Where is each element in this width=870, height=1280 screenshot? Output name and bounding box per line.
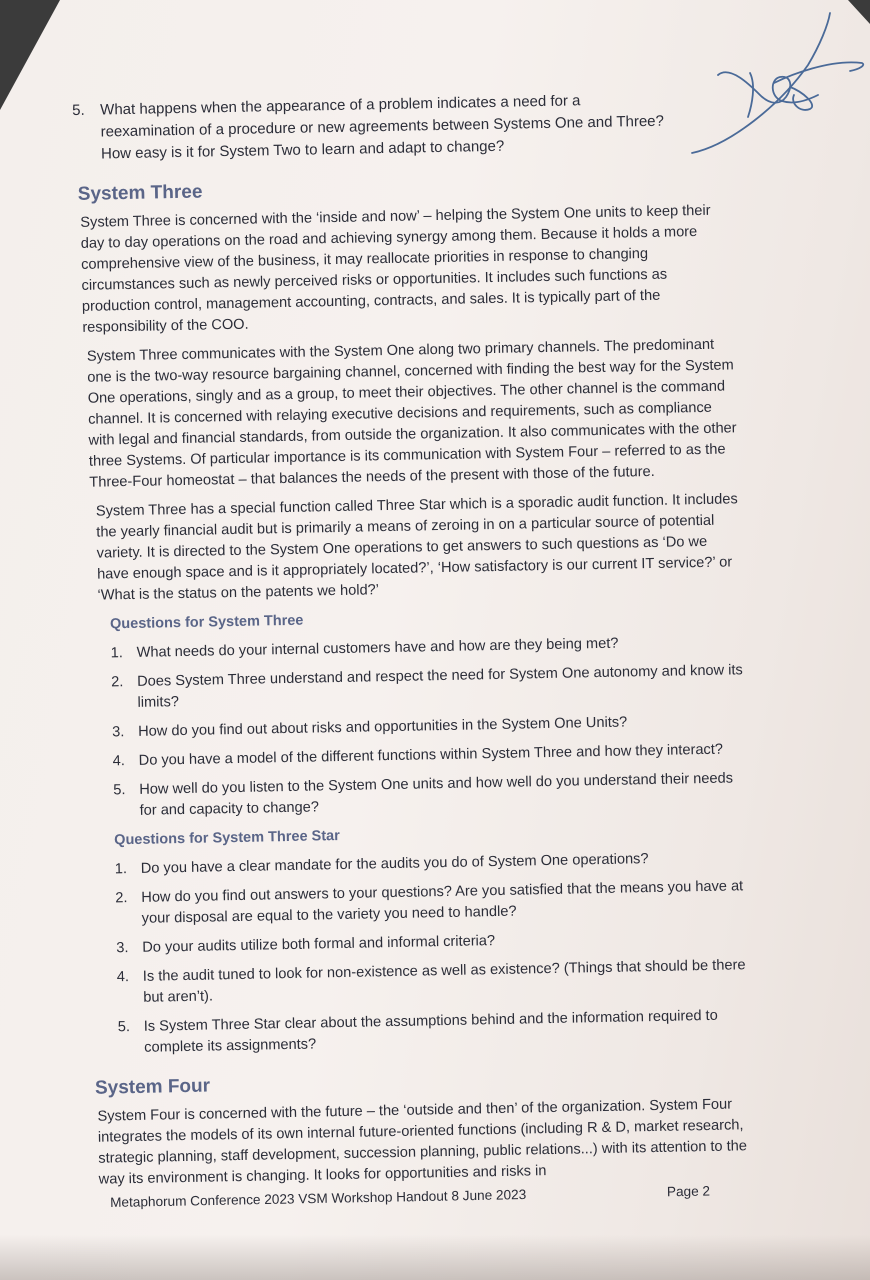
- list-item: [82, 631, 742, 665]
- list-text: How well do you listen to the System One units and how well do you understand their needs for and capacity to change?: [139, 770, 734, 819]
- list-text: What needs do your internal customers have and how are they being met?: [136, 635, 619, 661]
- question-number: 5.: [72, 101, 85, 119]
- list-number: 5.: [113, 782, 126, 799]
- list-text: Is System Three Star clear about the assumptions behind and the information required to complete its assignments?: [143, 1007, 718, 1056]
- paragraph: System Three has a special function called Three Star which is a sporadic audit function. It includes the yearly financial audit but is primarily a means of zeroing in on a particular source of potential variety. It is directed to the System One operations to get answers to such questions as ‘Do we have enough space and is it appropriately located?’, ‘How satisfactory is our current IT service?’ or ‘What is the status on the patents we hold?’: [95, 491, 738, 604]
- footer-text: Metaphorum Conference 2023 VSM Workshop Handout 8 June 2023: [110, 1187, 527, 1210]
- list-text: How do you find out about risks and opportunities in the System One Units?: [137, 714, 628, 740]
- list-text: Does System Three understand and respect the need for System One autonomy and know its limits?: [137, 662, 743, 711]
- list-number: 1.: [110, 645, 123, 662]
- list-item: [85, 739, 745, 773]
- section-heading-system-three: System Three: [77, 181, 203, 205]
- list-number: 3.: [116, 940, 129, 957]
- list-item: [89, 955, 750, 1010]
- document-body: [72, 87, 753, 1198]
- list-number: 1.: [114, 861, 128, 878]
- page-bottom-shadow: [0, 1235, 870, 1280]
- question-line: What happens when the appearance of a problem indicates a need for a: [100, 92, 581, 119]
- section-heading-system-four: System Four: [94, 1075, 211, 1099]
- list-item: [87, 847, 747, 881]
- list-text: Do you have a clear mandate for the audits you do of System One operations?: [140, 851, 649, 877]
- list-number: 4.: [112, 753, 126, 770]
- paragraph: System Three is concerned with the ‘inside and now’ – helping the System One units to keep their day to day operations on the road and achieving synergy among them. Because it holds a more comprehensive view of the business, it may reallocate priorities in response to changing circumstances such as newly perceived risks or opportunities. It includes such functions as production control, management accounting, contracts, and sales. It is typically part of the responsibility of the COO.: [80, 202, 711, 336]
- subheading-questions-three: Questions for System Three: [109, 612, 304, 633]
- question-list: [87, 847, 751, 1060]
- question-line: reexamination of a procedure or new agreements between Systems One and Three?: [100, 112, 665, 141]
- page-number: Page 2: [666, 1183, 711, 1200]
- subheading-questions-three-star: Questions for System Three Star: [114, 827, 340, 849]
- list-number: 5.: [117, 1019, 131, 1036]
- question-list: [82, 631, 745, 823]
- list-text: Is the audit tuned to look for non-existence as well as existence? (Things that should be there but aren’t).: [142, 957, 746, 1006]
- question-line: How easy is it for System Two to learn and adapt to change?: [100, 137, 505, 163]
- list-item: [90, 1005, 751, 1060]
- list-text: How do you find out answers to your questions? Are you satisfied that the means you have at your disposal are equal to the variety you need to handle?: [141, 878, 744, 927]
- paragraph: System Four is concerned with the future – the ‘outside and then’ of the organization. System Four integrates the models of its own internal future-oriented functions (including R & D, market research, strategic planning, staff development, succession planning, public relations...) with its attention to the way its environment is changing. It looks for opportunities and risks in: [97, 1096, 748, 1188]
- page-corner-shadow: [0, 0, 60, 110]
- question-item: [72, 88, 701, 166]
- list-number: 3.: [111, 724, 125, 741]
- list-number: 4.: [116, 969, 130, 986]
- list-item: [87, 876, 748, 931]
- list-number: 2.: [111, 674, 124, 691]
- list-text: Do you have a model of the different functions within System Three and how they interact?: [138, 741, 724, 769]
- list-item: [85, 768, 746, 823]
- list-item: [83, 660, 744, 715]
- paragraph: System Three communicates with the System One along two primary channels. The predominant one is the two-way resource bargaining channel, concerned with finding the best way for the System One operations, singly and as a group, to meet their objectives. The other channel is the command channel. It is concerned with relaying executive decisions and requirements, such as compliance with legal and financial standards, from outside the organization. It also communicates with the other three Systems. Of particular importance is its communication with System Four – referred to as the Three-Four homeostat – that balances the needs of the present with those of the future.: [86, 336, 737, 491]
- list-item: [88, 926, 748, 960]
- list-text: Do your audits utilize both formal and informal criteria?: [142, 933, 496, 956]
- list-number: 2.: [115, 890, 128, 907]
- list-item: [84, 710, 744, 744]
